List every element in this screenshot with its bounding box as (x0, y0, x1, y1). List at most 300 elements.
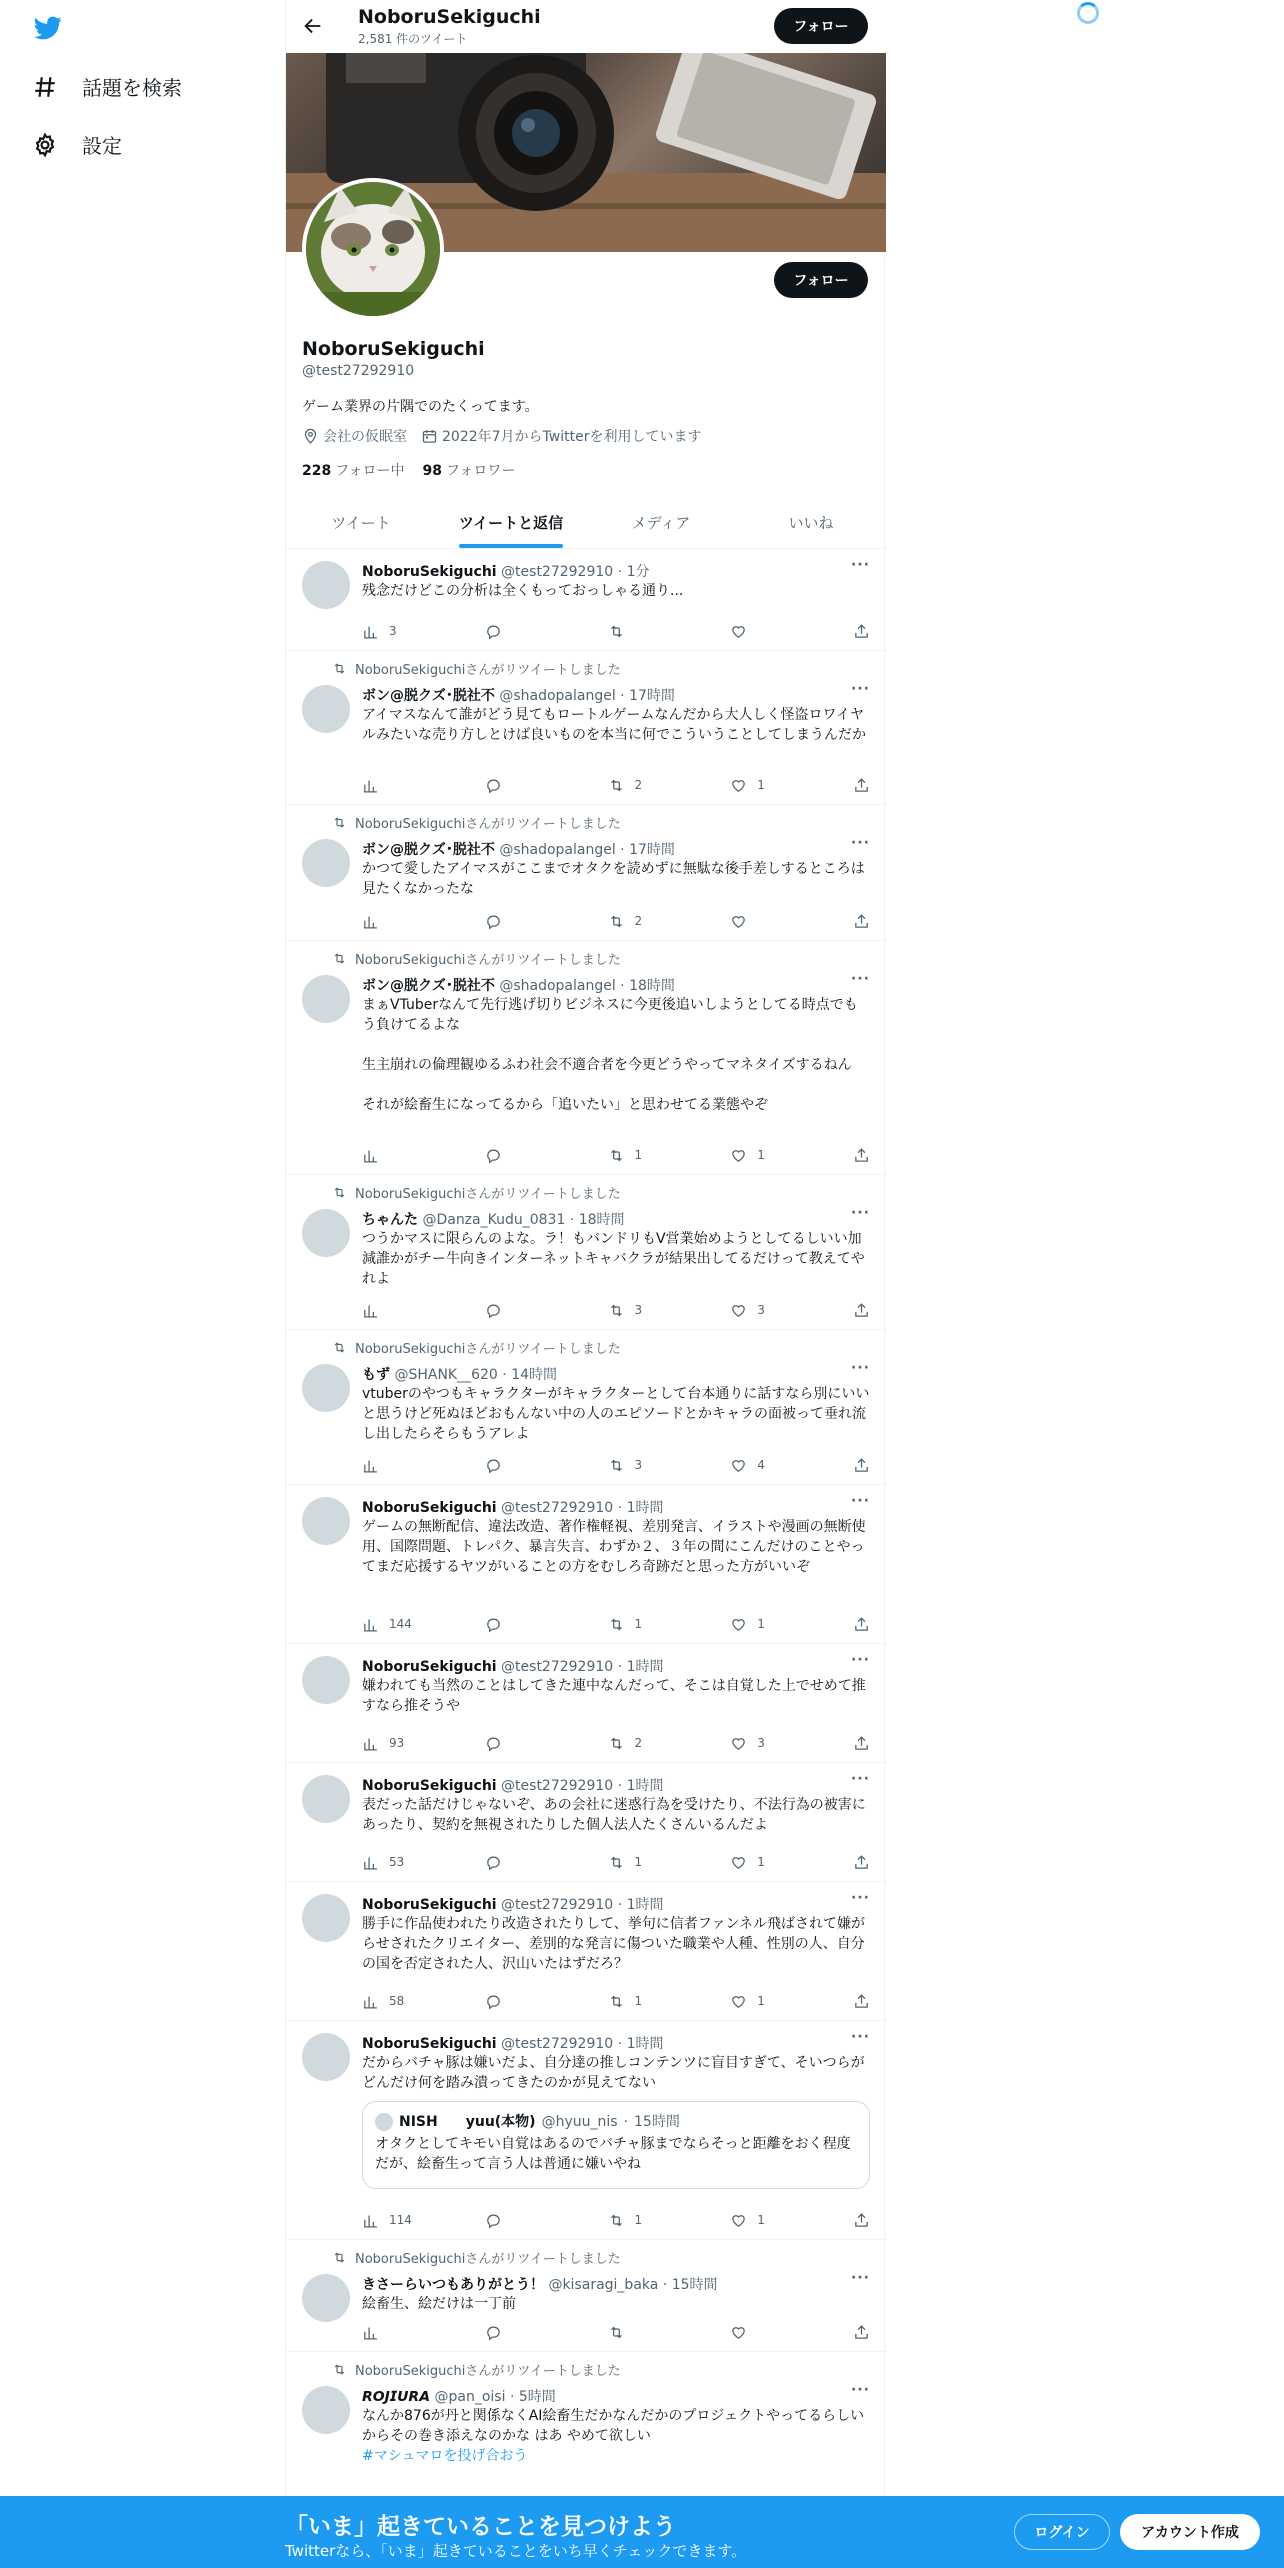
share-icon (853, 1735, 870, 1752)
tweet-text-content: 表だった話だけじゃないぞ、あの会社に迷惑行為を受けたり、不法行為の被害にあったり、契約を無視されたりした個人法人たくさんいるんだよ (362, 1797, 866, 1833)
tweet-time[interactable]: 14時間 (511, 1367, 558, 1383)
reply-button[interactable] (485, 1991, 608, 2011)
tweet-text-content: なんか876が丹と関係なくAI絵畜生だかなんだかのプロジェクトやってるらしいからその巻き添えなのかな はあ やめて欲しい (362, 2408, 865, 2444)
more-options-icon[interactable]: ··· (851, 1360, 870, 1376)
profile-column (285, 0, 885, 2568)
heart-icon (730, 913, 747, 930)
tweet-header (362, 2386, 870, 2406)
quoted-time: 15時間 (634, 2114, 680, 2130)
reply-button[interactable] (485, 1733, 608, 1753)
retweet-count: 1 (634, 1855, 643, 1869)
retweet-button[interactable] (608, 2322, 731, 2342)
retweet-indicator-text: NoboruSekiguchiさんがリツイートしました (355, 1187, 621, 1202)
quoted-tweet[interactable] (362, 2101, 870, 2189)
like-count: 3 (757, 1736, 765, 1750)
tweet-cell[interactable] (286, 1763, 886, 1882)
avatar[interactable] (302, 1209, 350, 1257)
tweet-actions (362, 911, 870, 931)
tweet-actions (362, 1300, 870, 1320)
tweet-author-handle[interactable]: @test27292910 (501, 1659, 614, 1675)
like-count: 1 (757, 1994, 765, 2008)
retweet-button[interactable] (608, 2210, 731, 2230)
tweet-cell[interactable] (286, 1882, 886, 2021)
reply-button[interactable] (485, 911, 608, 931)
tweet-author-handle[interactable]: @pan_oisi (434, 2389, 506, 2405)
tweet-separator: · (565, 1212, 579, 1228)
retweet-button[interactable] (608, 1300, 731, 1320)
reply-icon (485, 2324, 502, 2341)
tweet-separator: · (613, 2036, 627, 2052)
tweet-header (362, 1364, 870, 1384)
tab-likes[interactable]: いいね (788, 513, 834, 532)
retweet-icon (332, 661, 347, 676)
like-button[interactable] (730, 1300, 853, 1320)
retweet-icon (332, 815, 347, 830)
reply-icon (485, 1302, 502, 1319)
reply-button[interactable] (485, 1614, 608, 1634)
quoted-author-name: NISH yuu(本物) (399, 2114, 536, 2130)
tweet-actions (362, 1733, 870, 1753)
tweet-cell[interactable] (286, 2021, 886, 2240)
avatar[interactable] (302, 685, 350, 733)
retweet-icon (608, 777, 625, 794)
retweet-count: 1 (634, 1148, 643, 1162)
signup-button[interactable]: アカウント作成 (1120, 2514, 1260, 2550)
twitter-logo-icon[interactable] (32, 14, 64, 42)
like-count: 1 (757, 1617, 765, 1631)
more-options-icon[interactable]: ··· (851, 1493, 870, 1509)
retweet-icon (332, 2362, 347, 2377)
like-button[interactable] (730, 775, 853, 795)
avatar[interactable] (302, 1364, 350, 1412)
tweet-author-handle[interactable]: @test27292910 (501, 2036, 614, 2052)
tweet-text-content: 嫌われても当然のことはしてきた連中なんだって、そこは自覚した上でせめて推すなら推そうや (362, 1678, 866, 1714)
views-count: 58 (389, 1994, 405, 2008)
tweet-cell[interactable] (286, 805, 886, 941)
views-chart-icon (362, 913, 379, 930)
views-count: 53 (389, 1855, 405, 1869)
tweet-header (362, 1894, 870, 1914)
tweet-author-name[interactable]: NoboruSekiguchi (362, 1500, 497, 1516)
like-button[interactable] (730, 1852, 853, 1872)
retweet-button[interactable] (608, 1991, 731, 2011)
heart-icon (730, 623, 747, 640)
tweet-header (362, 839, 870, 859)
share-button[interactable] (853, 2210, 870, 2230)
tweet-separator: · (505, 2389, 519, 2405)
heart-icon (730, 1457, 747, 1474)
reply-icon (485, 1993, 502, 2010)
retweet-icon (608, 623, 625, 640)
tweet-author-handle[interactable]: @test27292910 (501, 1500, 614, 1516)
share-button[interactable] (853, 1614, 870, 1634)
tweet-actions (362, 621, 870, 641)
views-count: 144 (389, 1617, 412, 1631)
reply-icon (485, 1616, 502, 1633)
more-options-icon[interactable]: ··· (851, 835, 870, 851)
views-chart-icon (362, 1616, 379, 1633)
retweet-indicator (332, 2360, 621, 2379)
retweet-icon (608, 1616, 625, 1633)
gear-icon (32, 132, 58, 158)
tweet-author-handle[interactable]: @Danza_Kudu_0831 (422, 1212, 566, 1228)
like-button[interactable] (730, 2322, 853, 2342)
share-button[interactable] (853, 1733, 870, 1753)
tweet-text (362, 1517, 870, 1577)
heart-icon (730, 1854, 747, 1871)
like-button[interactable] (730, 911, 853, 931)
avatar[interactable] (302, 561, 350, 609)
profile-handle: @test27292910 (302, 363, 415, 379)
tweet-text-content: つうかマスに限らんのよな。ラ！もバンドリもV営業始めようとしてるしいい加減誰かがチー牛向きインターネットキャバクラが結果出してるだけって教えてやれよ (362, 1231, 865, 1287)
reply-icon (485, 777, 502, 794)
views-button[interactable] (362, 2322, 485, 2342)
heart-icon (730, 1735, 747, 1752)
tweet-time[interactable]: 18時間 (578, 1212, 625, 1228)
quoted-separator: · (623, 2114, 629, 2130)
tweet-header (362, 561, 870, 581)
views-button[interactable] (362, 1455, 485, 1475)
views-button[interactable] (362, 1145, 485, 1165)
following-label: フォロー中 (335, 463, 405, 479)
tweet-author-name[interactable]: もず (362, 1367, 390, 1383)
views-button[interactable] (362, 1300, 485, 1320)
hashtag-icon (32, 74, 58, 100)
retweet-count: 1 (634, 1617, 643, 1631)
profile-header-bar (286, 0, 886, 53)
tweet-text-content: アイマスなんて誰がどう見てもロートルゲームなんだから大人しく怪盗ロワイヤルみたいな売り方しとけば良いものを本当に何でこういうことしてしまうんだか (362, 707, 866, 743)
tweet-text-content: 勝手に作品使われたり改造されたりして、挙句に信者ファンネル飛ばされて嫌がらせされたクリエイター、差別的な発言に傷ついた職業や人種、性別の人、自分の国を否定された人、沢山いたはずだろ？ (362, 1916, 866, 1972)
reply-icon (485, 913, 502, 930)
heart-icon (730, 1147, 747, 1164)
tweet-separator: · (613, 1500, 627, 1516)
reply-icon (485, 623, 502, 640)
share-button[interactable] (853, 621, 870, 641)
retweet-indicator (332, 659, 621, 678)
tweet-author-name[interactable]: ちゃんた (362, 1212, 418, 1228)
like-button[interactable] (730, 621, 853, 641)
tweet-time[interactable]: 1時間 (626, 1659, 664, 1675)
views-chart-icon (362, 1302, 379, 1319)
retweet-icon (608, 1457, 625, 1474)
tweet-text-content: ゲームの無断配信、違法改造、著作権軽視、差別発言、イラストや漫画の無断使用、国際問題、トレパク、暴言失言、わずか２、３年の間にこんだけのことやってまだ応援するヤツがいることの方をむしろ奇跡だと思った方がいいぞ (362, 1519, 866, 1575)
retweet-indicator (332, 813, 621, 832)
tweet-text (362, 1229, 870, 1289)
tweet-header (362, 1775, 870, 1795)
reply-icon (485, 1735, 502, 1752)
retweet-indicator-text: NoboruSekiguchiさんがリツイートしました (355, 817, 621, 832)
views-button[interactable] (362, 2210, 485, 2230)
views-chart-icon (362, 777, 379, 794)
share-button[interactable] (853, 1455, 870, 1475)
tweet-author-handle[interactable]: @test27292910 (501, 564, 614, 580)
quoted-avatar (375, 2113, 393, 2131)
like-button[interactable] (730, 1145, 853, 1165)
tweet-actions (362, 1852, 870, 1872)
tweet-text-content: かつて愛したアイマスがここまでオタクを読めずに無駄な後手差しするところは見たくなかったな (362, 861, 865, 897)
sidebar-item-explore[interactable] (32, 72, 182, 101)
tweet-time[interactable]: 15時間 (671, 2277, 718, 2293)
tweet-author-handle[interactable]: @test27292910 (501, 1897, 614, 1913)
avatar[interactable] (302, 2386, 350, 2434)
tweet-separator: · (613, 1659, 627, 1675)
quoted-text: オタクとしてキモい自覚はあるのでバチャ豚までならそっと距離をおく程度だが、絵畜生って言う人は普通に嫌いやね (375, 2136, 851, 2172)
retweet-icon (332, 1340, 347, 1355)
retweet-button[interactable] (608, 911, 731, 931)
like-button[interactable] (730, 1455, 853, 1475)
tweet-author-name[interactable]: ボン@脱クズ･脱社不 (362, 978, 495, 994)
more-options-icon[interactable]: ··· (851, 1205, 870, 1221)
retweet-count: 1 (634, 1994, 643, 2008)
more-options-icon[interactable]: ··· (851, 1890, 870, 1906)
profile-tabs (286, 496, 886, 549)
tweet-text (362, 2294, 870, 2314)
following-count: 228 (302, 463, 332, 479)
tweet-author-handle[interactable]: @shadopalangel (499, 842, 616, 858)
views-count: 93 (389, 1736, 405, 1750)
more-options-icon[interactable]: ··· (851, 2029, 870, 2045)
tweet-author-handle[interactable]: @shadopalangel (499, 978, 616, 994)
retweet-button[interactable] (608, 775, 731, 795)
retweet-icon (332, 951, 347, 966)
views-chart-icon (362, 1147, 379, 1164)
retweet-button[interactable] (608, 1455, 731, 1475)
share-icon (853, 2212, 870, 2229)
share-button[interactable] (853, 775, 870, 795)
profile-name: NoboruSekiguchi (302, 338, 485, 360)
reply-icon (485, 1457, 502, 1474)
share-button[interactable] (853, 1300, 870, 1320)
views-chart-icon (362, 1854, 379, 1871)
retweet-count: 3 (634, 1303, 643, 1317)
reply-button[interactable] (485, 2322, 608, 2342)
tweet-cell[interactable] (286, 1485, 886, 1644)
retweet-icon (608, 913, 625, 930)
avatar[interactable] (302, 2033, 350, 2081)
share-icon (853, 1302, 870, 1319)
profile-avatar[interactable] (302, 178, 444, 320)
tweet-time[interactable]: 17時間 (629, 688, 675, 704)
share-icon (853, 1616, 870, 1633)
reply-icon (485, 2212, 502, 2229)
tweet-time[interactable]: 1時間 (626, 2036, 664, 2052)
retweet-icon (608, 1854, 625, 1871)
retweet-icon (608, 1735, 625, 1752)
tweet-author-handle[interactable]: @shadopalangel (499, 688, 616, 704)
tab-tweets[interactable]: ツイート (331, 513, 391, 532)
tweet-time[interactable]: 1時間 (626, 1897, 664, 1913)
reply-icon (485, 1147, 502, 1164)
more-options-icon[interactable]: ··· (851, 2270, 870, 2286)
tweet-cell[interactable] (286, 941, 886, 1175)
profile-follow-stats (302, 460, 515, 480)
following-link[interactable] (302, 460, 405, 480)
reply-button[interactable] (485, 1455, 608, 1475)
profile-meta (302, 426, 701, 446)
tweet-time[interactable]: 1分 (626, 564, 650, 580)
tweet-author-name[interactable]: ボン@脱クズ･脱社不 (362, 688, 495, 704)
heart-icon (730, 777, 747, 794)
cat-avatar-image (306, 182, 440, 316)
retweet-button[interactable] (608, 1145, 731, 1165)
tweet-actions (362, 1145, 870, 1165)
header-follow-button[interactable]: フォロー (774, 8, 868, 44)
retweet-count: 2 (634, 1736, 643, 1750)
like-count: 4 (757, 1458, 765, 1472)
followers-count: 98 (422, 463, 443, 479)
views-button[interactable] (362, 1733, 485, 1753)
avatar[interactable] (302, 975, 350, 1023)
more-options-icon[interactable]: ··· (851, 1771, 870, 1787)
avatar[interactable] (302, 839, 350, 887)
views-count: 114 (389, 2213, 412, 2227)
tweet-cell[interactable] (286, 2352, 886, 2502)
tweet-cell[interactable] (286, 549, 886, 651)
calendar-icon (421, 428, 438, 445)
avatar[interactable] (302, 1775, 350, 1823)
more-options-icon[interactable]: ··· (851, 1652, 870, 1668)
views-button[interactable] (362, 1852, 485, 1872)
like-button[interactable] (730, 1733, 853, 1753)
quoted-author-handle: @hyuu_nis (541, 2114, 618, 2130)
tweet-cell[interactable] (286, 651, 886, 805)
tweet-separator: · (613, 1778, 627, 1794)
tab-media[interactable]: メディア (631, 513, 691, 532)
retweet-button[interactable] (608, 1852, 731, 1872)
retweet-indicator (332, 949, 621, 968)
heart-icon (730, 1993, 747, 2010)
retweet-icon (608, 2212, 625, 2229)
tweet-hashtag[interactable]: #マシュマロを投げ合おう (362, 2448, 528, 2464)
login-button[interactable]: ログイン (1014, 2514, 1110, 2550)
tweet-cell[interactable] (286, 1330, 886, 1485)
tab-tweets-and-replies[interactable]: ツイートと返信 (436, 496, 586, 548)
views-chart-icon (362, 2212, 379, 2229)
share-icon (853, 1993, 870, 2010)
like-button[interactable] (730, 1991, 853, 2011)
share-icon (853, 777, 870, 794)
tweet-author-name[interactable]: ボン@脱クズ･脱社不 (362, 842, 495, 858)
views-chart-icon (362, 1457, 379, 1474)
tweet-author-name[interactable]: NoboruSekiguchi (362, 2036, 497, 2052)
more-options-icon[interactable]: ··· (851, 681, 870, 697)
reply-button[interactable] (485, 775, 608, 795)
more-options-icon[interactable]: ··· (851, 971, 870, 987)
followers-label: フォロワー (446, 463, 516, 479)
tweet-author-name[interactable]: NoboruSekiguchi (362, 1897, 497, 1913)
views-button[interactable] (362, 911, 485, 931)
reply-button[interactable] (485, 1300, 608, 1320)
tweet-author-name[interactable]: きさーらいつもありがとう！ (362, 2277, 544, 2293)
reply-button[interactable] (485, 2210, 608, 2230)
views-button[interactable] (362, 621, 485, 641)
tweet-separator: · (613, 564, 627, 580)
tweet-author-name[interactable]: NoboruSekiguchi (362, 564, 497, 580)
profile-follow-button[interactable]: フォロー (774, 262, 868, 298)
followers-link[interactable] (423, 460, 516, 480)
tweet-author-handle[interactable]: @SHANK__620 (394, 1367, 498, 1383)
tweet-author-name[interactable]: 𝙍𝙊𝙅𝙄𝙐𝙍𝘼 (362, 2389, 431, 2405)
share-button[interactable] (853, 1145, 870, 1165)
signup-banner-title: 「いま」起きていることを見つけよう (285, 2514, 676, 2540)
avatar[interactable] (302, 1656, 350, 1704)
tweet-author-handle[interactable]: @test27292910 (501, 1778, 614, 1794)
tweet-time[interactable]: 5時間 (518, 2389, 556, 2405)
views-button[interactable] (362, 1991, 485, 2011)
retweet-button[interactable] (608, 621, 731, 641)
tweet-actions (362, 1455, 870, 1475)
reply-button[interactable] (485, 1145, 608, 1165)
share-icon (853, 2324, 870, 2341)
tweet-cell[interactable] (286, 1644, 886, 1763)
retweet-indicator (332, 1183, 621, 1202)
tweet-cell[interactable] (286, 2240, 886, 2352)
tweet-cell[interactable] (286, 1175, 886, 1330)
tweet-time[interactable]: 1時間 (626, 1778, 664, 1794)
tweet-text-content: まぁVTuberなんて先行逃げ切りビジネスに今更後追いしようとしてる時点でもう負けてるよな 生主崩れの倫理観ゆるふわ社会不適合者を今更どうやってマネタイズするねん それが絵畜生になってるから「追いたい」と思わせてる業態やぞ (362, 997, 858, 1113)
share-button[interactable] (853, 1852, 870, 1872)
tweet-text (362, 859, 870, 899)
tweet-actions (362, 1614, 870, 1634)
sidebar-item-settings[interactable] (32, 130, 122, 159)
tweet-separator: · (615, 688, 630, 704)
retweet-icon (608, 1147, 625, 1164)
avatar[interactable] (302, 1497, 350, 1545)
views-button[interactable] (362, 1614, 485, 1634)
tweet-text (362, 2053, 870, 2093)
share-button[interactable] (853, 2322, 870, 2342)
retweet-indicator-text: NoboruSekiguchiさんがリツイートしました (355, 2252, 621, 2267)
signup-banner-subtitle: Twitterなら、「いま」起きていることをいち早くチェックできます。 (285, 2542, 747, 2560)
tweet-author-handle[interactable]: @kisaragi_baka (548, 2277, 659, 2293)
tweet-header (362, 2033, 870, 2053)
more-options-icon[interactable]: ··· (851, 557, 870, 573)
reply-button[interactable] (485, 1852, 608, 1872)
tweet-time[interactable]: 17時間 (629, 842, 675, 858)
tweet-text (362, 1384, 870, 1444)
avatar[interactable] (302, 1894, 350, 1942)
like-count: 1 (757, 1855, 765, 1869)
tweet-text-content: だからバチャ豚は嫌いだよ、自分達の推しコンテンツに盲目すぎて、そいつらがどんだけ何を踏み潰ってきたのかが見えてない (362, 2055, 865, 2091)
tweet-time[interactable]: 1時間 (626, 1500, 664, 1516)
retweet-icon (608, 2324, 625, 2341)
like-button[interactable] (730, 2210, 853, 2230)
tweet-text-content: 残念だけどこの分析は全くもっておっしゃる通り... (362, 583, 684, 599)
retweet-indicator (332, 1338, 621, 1357)
retweet-icon (608, 1302, 625, 1319)
tweet-actions (362, 1991, 870, 2011)
tweet-time[interactable]: 18時間 (629, 978, 675, 994)
like-button[interactable] (730, 1614, 853, 1634)
retweet-indicator-text: NoboruSekiguchiさんがリツイートしました (355, 953, 621, 968)
views-button[interactable] (362, 775, 485, 795)
share-icon (853, 913, 870, 930)
share-button[interactable] (853, 911, 870, 931)
more-options-icon[interactable]: ··· (851, 2382, 870, 2398)
share-button[interactable] (853, 1991, 870, 2011)
header-tweet-count: 2,581 件のツイート (358, 32, 468, 46)
retweet-indicator-text: NoboruSekiguchiさんがリツイートしました (355, 1342, 621, 1357)
avatar[interactable] (302, 2274, 350, 2322)
tweet-author-name[interactable]: NoboruSekiguchi (362, 1778, 497, 1794)
retweet-button[interactable] (608, 1614, 731, 1634)
back-arrow-icon[interactable] (302, 15, 324, 37)
like-count: 1 (757, 2213, 765, 2227)
like-count: 1 (757, 778, 765, 792)
tweet-author-name[interactable]: NoboruSekiguchi (362, 1659, 497, 1675)
retweet-button[interactable] (608, 1733, 731, 1753)
reply-button[interactable] (485, 621, 608, 641)
